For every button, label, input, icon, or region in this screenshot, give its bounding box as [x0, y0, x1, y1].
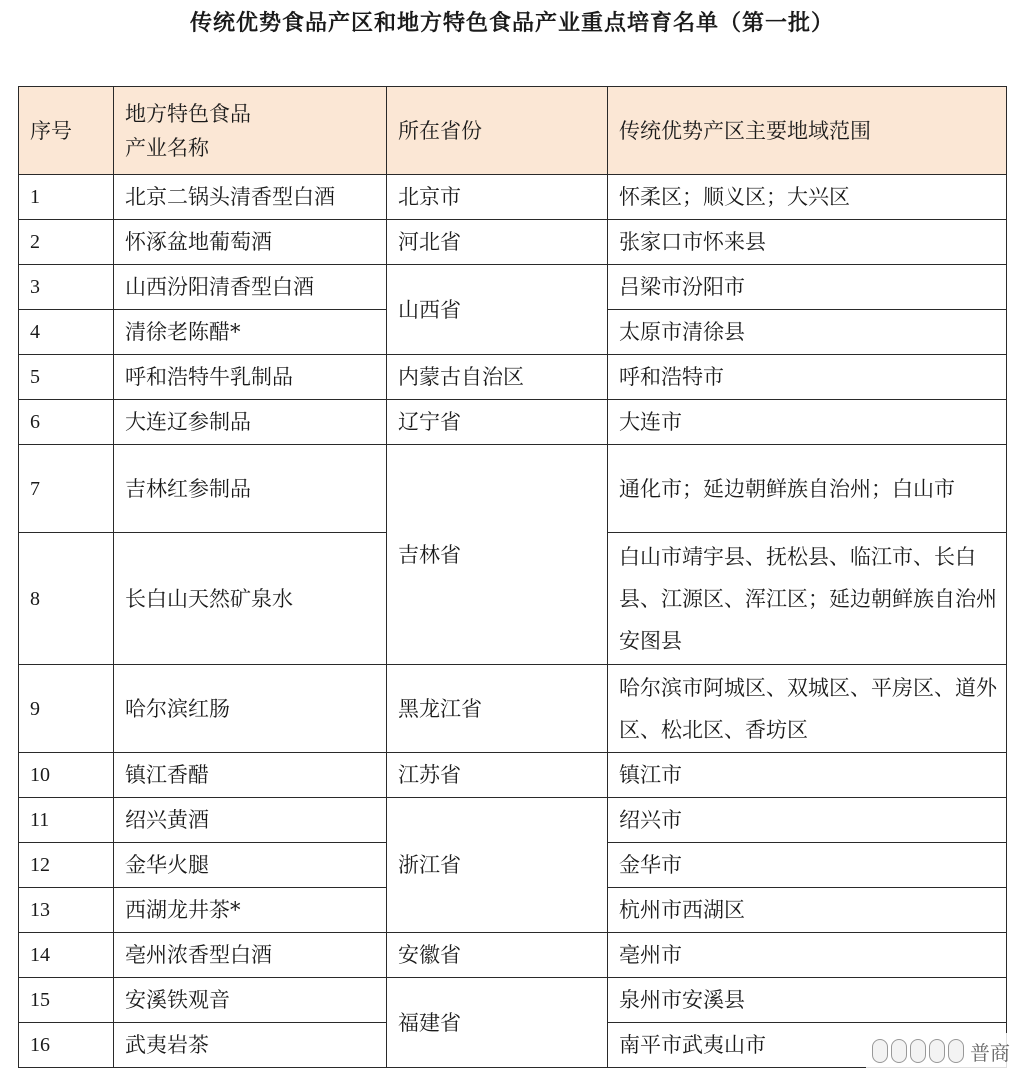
- row-index: 4: [19, 310, 114, 355]
- row-industry-name: 北京二锅头清香型白酒: [114, 175, 387, 220]
- row-index: 12: [19, 843, 114, 888]
- row-industry-name: 山西汾阳清香型白酒: [114, 265, 387, 310]
- row-region: 绍兴市: [608, 798, 1007, 843]
- row-index: 13: [19, 888, 114, 933]
- table-row: [19, 400, 1007, 445]
- row-province: 北京市: [387, 175, 608, 220]
- row-index: 11: [19, 798, 114, 843]
- row-industry-name: 金华火腿: [114, 843, 387, 888]
- table-row: [19, 175, 1007, 220]
- row-index: 2: [19, 220, 114, 265]
- table-row: [19, 265, 1007, 310]
- row-industry-name: 镇江香醋: [114, 753, 387, 798]
- table-row: [19, 798, 1007, 843]
- row-index: 6: [19, 400, 114, 445]
- table-row: [19, 978, 1007, 1023]
- row-province: 辽宁省: [387, 400, 608, 445]
- row-province: 黑龙江省: [387, 665, 608, 753]
- document-title: 传统优势食品产区和地方特色食品产业重点培育名单（第一批）: [189, 11, 834, 36]
- row-index: 15: [19, 978, 114, 1023]
- table-row: [19, 220, 1007, 265]
- row-index: 8: [19, 533, 114, 665]
- row-region: 杭州市西湖区: [608, 888, 1007, 933]
- row-index: 5: [19, 355, 114, 400]
- row-province: 内蒙古自治区: [387, 355, 608, 400]
- header-industry-name-line2: 产业名称: [125, 135, 209, 160]
- row-region: 通化市；延边朝鲜族自治州；白山市: [608, 445, 1007, 533]
- row-province: 安徽省: [387, 933, 608, 978]
- row-region: 太原市清徐县: [608, 310, 1007, 355]
- row-industry-name: 怀涿盆地葡萄酒: [114, 220, 387, 265]
- row-province: 福建省: [387, 978, 608, 1068]
- table-row: [19, 753, 1007, 798]
- row-industry-name: 武夷岩茶: [114, 1023, 387, 1068]
- row-region: 镇江市: [608, 753, 1007, 798]
- table-row: [19, 665, 1007, 753]
- row-industry-name: 西湖龙井茶*: [114, 888, 387, 933]
- table-row: [19, 355, 1007, 400]
- row-index: 7: [19, 445, 114, 533]
- table-row: [19, 933, 1007, 978]
- header-index: 序号: [19, 87, 114, 175]
- row-index: 1: [19, 175, 114, 220]
- row-index: 9: [19, 665, 114, 753]
- row-province: 河北省: [387, 220, 608, 265]
- row-region: 泉州市安溪县: [608, 978, 1007, 1023]
- row-index: 16: [19, 1023, 114, 1068]
- row-index: 3: [19, 265, 114, 310]
- row-region: 怀柔区；顺义区；大兴区: [608, 175, 1007, 220]
- row-province: 浙江省: [387, 798, 608, 933]
- row-region: 大连市: [608, 400, 1007, 445]
- row-index: 10: [19, 753, 114, 798]
- row-index: 14: [19, 933, 114, 978]
- row-province: 山西省: [387, 265, 608, 355]
- row-region: 哈尔滨市阿城区、双城区、平房区、道外区、松北区、香坊区: [608, 665, 1007, 753]
- header-industry-name-line1: 地方特色食品: [125, 101, 251, 126]
- row-industry-name: 呼和浩特牛乳制品: [114, 355, 387, 400]
- bracket-icon: [872, 1039, 964, 1063]
- row-industry-name: 清徐老陈醋*: [114, 310, 387, 355]
- row-region: 呼和浩特市: [608, 355, 1007, 400]
- row-industry-name: 大连辽参制品: [114, 400, 387, 445]
- row-industry-name: 长白山天然矿泉水: [114, 533, 387, 665]
- header-province: 所在省份: [387, 87, 608, 175]
- row-industry-name: 亳州浓香型白酒: [114, 933, 387, 978]
- row-industry-name: 绍兴黄酒: [114, 798, 387, 843]
- watermark-text: 普商: [970, 1040, 1010, 1065]
- row-region: 亳州市: [608, 933, 1007, 978]
- row-region: 金华市: [608, 843, 1007, 888]
- table-row: [19, 445, 1007, 533]
- row-region: 白山市靖宇县、抚松县、临江市、长白县、江源区、浑江区；延边朝鲜族自治州安图县: [608, 533, 1007, 665]
- watermark: [866, 1033, 1016, 1069]
- row-region: 吕梁市汾阳市: [608, 265, 1007, 310]
- row-province: 吉林省: [387, 445, 608, 665]
- row-province: 江苏省: [387, 753, 608, 798]
- row-industry-name: 吉林红参制品: [114, 445, 387, 533]
- row-industry-name: 安溪铁观音: [114, 978, 387, 1023]
- header-industry-name: [114, 87, 387, 175]
- row-industry-name: 哈尔滨红肠: [114, 665, 387, 753]
- food-region-table: [18, 86, 1007, 1068]
- row-region: 南平市武夷山市: [608, 1023, 1007, 1068]
- header-region: 传统优势产区主要地域范围: [608, 87, 1007, 175]
- row-region: 张家口市怀来县: [608, 220, 1007, 265]
- table-header-row: [19, 87, 1007, 175]
